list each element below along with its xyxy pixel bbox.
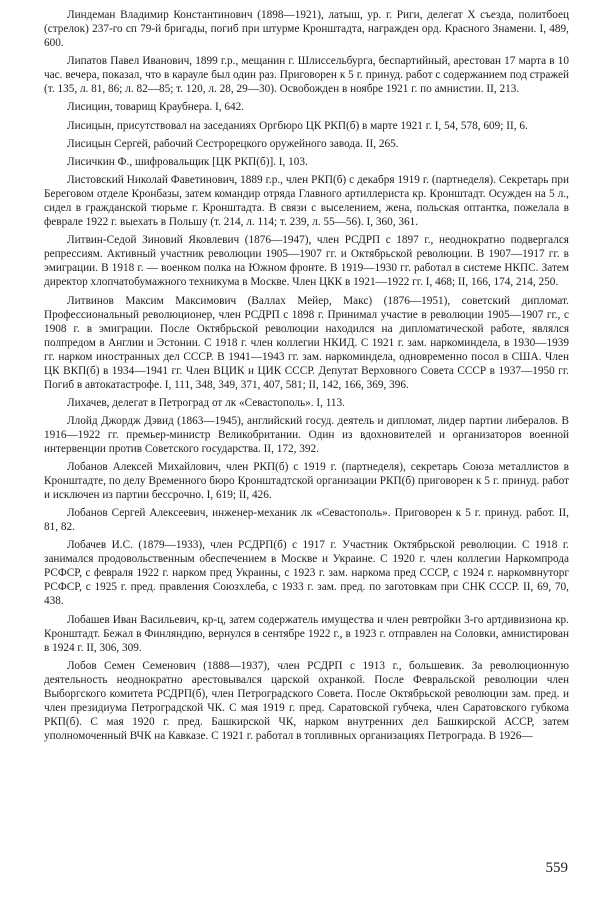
entry-lobachev: Лобачев И.С. (1879—1933), член РСДРП(б) с 1917 г. Участник Октябрьской революции. С 1918 г. занимался продовольственным обеспечением в Москве и Украине. С 1920 г. член коллегии Наркомпрода РСФСР, с февраля 1922 г. нарком пред Украины, с 1923 г. зам. наркома пред СССР, с 1924 г. наркомвнуторг РСФСР, с 1925 г. пред. правления Союзхлеба, с 1933 г. зам. пред. по заготовкам при СНК СССР. II, 69, 70, 438. [44, 539, 569, 608]
entry-likhachev: Лихачев, делегат в Петроград от лк «Севастополь». I, 113. [67, 396, 345, 409]
entry-lobanov-aleksei: Лобанов Алексей Михайлович, член РКП(б) с 1919 г. (партнеделя), секретарь Союза металлистов в Кронштадте, по делу Временного бюро Кронштадтской организации РКП(б) приговорен к 5 г. принуд. работ и исключен из партии бессрочно. I, 619; II, 426. [44, 461, 569, 502]
entry-lisitsyn: Лисицын, присутствовал на заседаниях Оргбюро ЦК РКП(б) в марте 1921 г. I, 54, 578, 609; II, 6. [67, 119, 528, 132]
entry-lobov: Лобов Семен Семенович (1888—1937), член РСДРП с 1913 г., большевик. За революционную деятельность неоднократно арестовывался царской охранкой. После Февральской революции член Выборгского комитета РСДРП(б), член Петроградского Совета. После Октябрьской революции зам. пред. и член президиума Петроградской ЧК. С мая 1919 г. пред. Саратовской губчека, член Саратовского губкома РКП(б). С мая 1920 г. пред. Башкирской ЧК, нарком внутренних дел Башкирской АССР, затем уполномоченный ВЧК на Кавказе. С 1921 г. работал в топливных организациях Петрограда. В 1926— [44, 659, 569, 742]
entry-lobashev: Лобашев Иван Васильевич, кр-ц, затем содержатель имущества и член ревтройки 3-го артдивизиона кр. Кронштадт. Бежал в Финляндию, вернулся в сентябре 1922 г., в 1923 г. отправлен на Соловки, амнистирован в 1924 г. II, 306, 309. [44, 613, 569, 654]
page-number: 559 [545, 860, 568, 876]
entry-lobanov-sergei: Лобанов Сергей Алексеевич, инженер-механик лк «Севастополь». Приговорен к 5 г. принуд. работ. II, 81, 82. [44, 507, 569, 534]
entry-lipatov: Липатов Павел Иванович, 1899 г.р., мещанин г. Шлиссельбурга, беспартийный, арестован 17 марта в 10 час. вечера, показал, что в карауле был один раз. Приговорен к 5 г. принуд. работ с содержанием под стражей (т. 135, л. 81, 86; л. 82—85; т. 120, л. 28, 29—30). Освобожден в ноябре 1921 г. по амнистии. II, 213. [44, 55, 569, 96]
document-page [44, 8, 569, 747]
entry-litvin-sedoy: Литвин-Седой Зиновий Яковлевич (1876—1947), член РСДРП с 1897 г., неоднократно подвергался репрессиям. Активный участник революции 1905—1907 гг. и Октябрьской революции. В 1907—1917 гг. в эмиграции. В 1918 г. — военком полка на Южном фронте. В 1919—1930 гг. работал в системе НКПС. Затем директор хлопчатобумажного техникума в Москве. Член ЦКК в 1921—1922 гг. I, 468; II, 166, 174, 214, 250. [44, 234, 569, 289]
entry-lisichkin: Лисичкин Ф., шифровальщик [ЦК РКП(б)]. I, 103. [67, 155, 308, 168]
entry-lindeman: Линдеман Владимир Константинович (1898—1921), латыш, ур. г. Риги, делегат X съезда, политбоец (стрелок) 237-го сп 79-й бригады, погиб при штурме Кронштадта, награжден орд. Красного Знамени. I, 489, 600. [44, 9, 569, 49]
entry-lisitsyn-sergei: Лисицын Сергей, рабочий Сестрорецкого оружейного завода. II, 265. [67, 137, 399, 150]
entry-lisitsin: Лисицин, товарищ Краубнера. I, 642. [67, 101, 245, 114]
entry-listovsky: Листовский Николай Фаветинович, 1889 г.р., член РКП(б) с декабря 1919 г. (партнеделя). Секретарь при Береговом отделе Кронбазы, затем командир отряда Главного артиллериста кр. Кронштадт. Осужден на 5 л., сидел в гражданской тюрьме г. Кронштадта. В связи с выселением, жена, польская оптантка, пожелала в феврале 1922 г. выехать в Польшу (т. 214, л. 114; т. 239, л. 55—56). I, 360, 361. [44, 174, 569, 229]
entry-litvinov: Литвинов Максим Максимович (Валлах Мейер, Макс) (1876—1951), советский дипломат. Профессиональный революционер, член РСДРП с 1898 г. Принимал участие в революции 1905—1907 гг., с 1908 г. в эмиграции. После Октябрьской революции находился на дипломатической работе, являлся полпредом в Англии и Эстонии. С 1918 г. член коллегии НКИД. С 1921 г. зам. наркоминдела, в 1930—1939 гг. нарком иностранных дел СССР. В 1941—1943 гг. зам. наркоминдела, одновременно посол в США. Член ЦК ВКП(б) в 1934—1941 гг. Член ВЦИК и ЦИК СССР. Депутат Верховного Совета СССР в 1937—1950 гг. Погиб в автокатастрофе. I, 111, 348, 349, 371, 407, 581; II, 142, 166, 369, 396. [44, 294, 569, 391]
entry-lloyd-george: Ллойд Джордж Дэвид (1863—1945), английский госуд. деятель и дипломат, лидер партии либералов. В 1916—1922 гг. премьер-министр Великобритании. Один из вдохновителей и организаторов военной интервенции против Советского государства. II, 172, 392. [44, 414, 569, 455]
